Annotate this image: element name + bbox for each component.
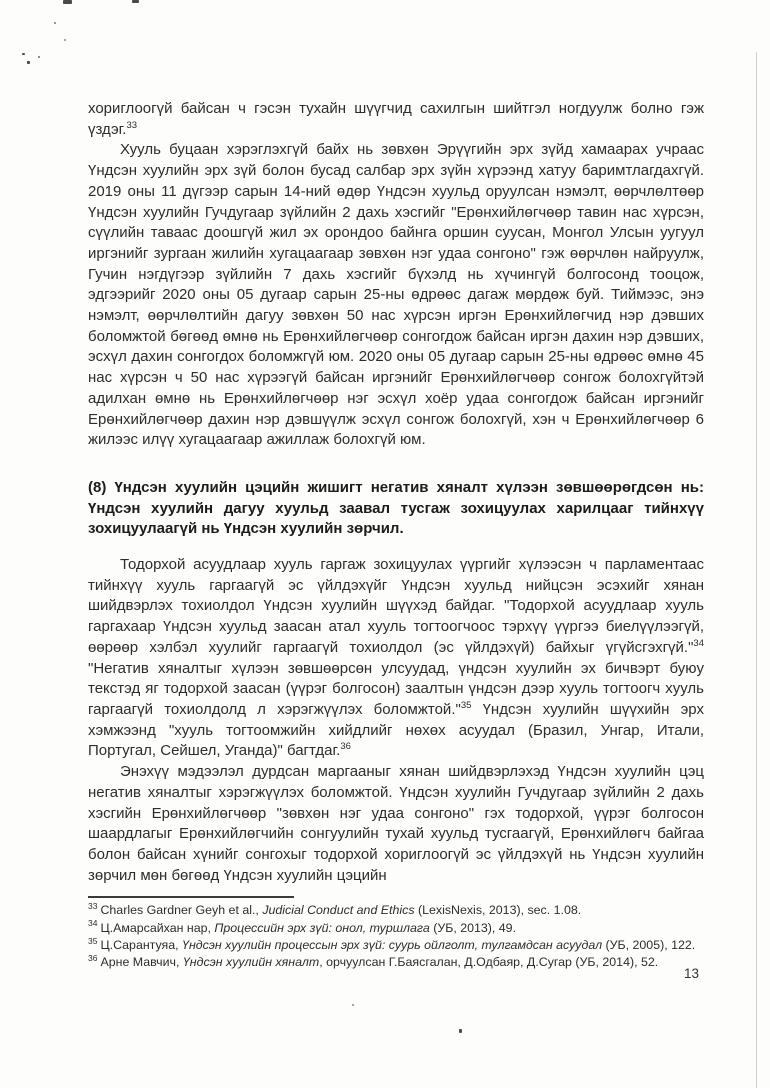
footnote [88,937,704,954]
text-run: Үндсэн хуулийн шүүхийн эрх хэмжээнд "хууль тогтоомжийн хийдлийг нөхөх асуудал (Бразил, Унгар, Итали, Португал, Сейшел, Уганда)" багтдаг. [88,700,704,760]
footnote-marker: 33 [88,901,98,912]
text-run: (УБ, 2013), 49. [429,920,517,935]
text-run: Энэхүү мэдээлэл дурдсан маргааныг хянан шийдвэрлэхэд Үндсэн хуулийн цэц негатив хяналтыг хэрэгжүүлэх боломжтой. Үндсэн хуулийн Гучдугаар зүйлийн 2 дахь хэсгийн Ерөнхийлөгчөөр "зөвхөн нэг удаа сонгоно" гэх тодорхой, үүрэг болгосон шаардлагыг Ерөнхийлөгчийн сонгуулийн тухай хуульд тусгаагүй, Ерөнхийлөгч байгаа болон байсан хүнийг сонгохыг тодорхой хориглоогүй эс үйлдэхүй нь Үндсэн хуулийн зөрчил мөн бөгөөд Үндсэн хуулийн цэцийн [88,763,704,884]
text-run: Charles Gardner Geyh et al., [100,903,263,918]
italic-title: Процессийн эрх зүй: онол, туршлага [214,920,430,935]
text-run: , орчуулсан Г.Баясгалан, Д.Одбаяр, Д.Сугар (УБ, 2014), 52. [319,954,659,969]
text-run: (УБ, 2005), 122. [602,937,696,952]
text-run: Тодорхой асуудлаар хууль гаргаж зохицуулах үүргийг хүлээсэн ч парламентаас тийнхүү хууль гаргаагүй эс үйлдэхүйг Үндсэн хуульд нийцсэн эсэхийг хянан шийдвэрлэх тохиолдол Үндсэн хуулийн шүүхэд байдаг. "Тодорхой асуудлаар хууль гаргахаар Үндсэн хуульд заасан атал хууль тогтоогчоос тэрхүү үүргээ биелүүлээгүй, өөрөөр хэлбэл хуулийг гаргаагүй тохиолдол (эс үйлдэхүй) байхыг үгүйсгэхгүй." [88,556,704,656]
body-content [88,99,704,886]
body-paragraph [88,140,704,451]
scan-speck [63,0,72,4]
italic-title: Үндсэн хуулийн процессын эрх зүй: суурь ойлголт, тулгамдсан асуудал [182,937,603,952]
text-run: Ц.Сарантуяа, [100,937,183,952]
text-column [88,99,704,971]
text-run: "Негатив хяналтыг хүлээн зөвшөөрсөн улсуудад, үндсэн хуулийн эх бичвэрт буюу текстэд яг тодорхой заасан (үүрэг болгосон) заалтын үндсэн дээр хууль тогтоогч хууль гаргаагүй тохиолдолд л хэрэгжүүлэх боломжтой." [88,659,704,718]
scan-speck [54,22,56,24]
page-number: 13 [684,966,700,981]
footnote-separator [88,896,294,898]
body-paragraph [88,555,704,762]
footnote [88,954,704,971]
text-run: Арне Мавчич, [100,954,183,969]
italic-title: Үндсэн хуулийн хяналт [182,954,320,969]
text-run: (8) Үндсэн хуулийн цэцийн жишигт негатив хяналт хүлээн зөвшөөрөгдсөн нь: Үндсэн хуулийн дагуу хуульд заавал тусгаж зохицуулах харилцааг тийнхүү зохицуулаагүй нь Үндсэн хуулийн зөрчил. [88,478,704,538]
footnote [88,902,704,919]
footnote-marker: 35 [88,935,98,946]
scan-speck [38,56,40,58]
body-paragraph [88,762,704,886]
footnote-reference: 33 [126,119,138,131]
text-run: хориглоогүй байсан ч гэсэн тухайн шүүгчид сахилгын шийтгэл ногдуулж болно гэж үздэг. [88,100,704,138]
footnote-marker: 34 [88,918,98,929]
scan-speck [132,0,139,3]
text-run: (LexisNexis, 2013), sec. 1.08. [414,903,582,918]
scan-speck [27,61,30,64]
footnote-reference: 34 [693,637,704,649]
footnote [88,920,704,937]
footnote-reference: 36 [340,741,351,753]
scan-speck [352,1004,354,1006]
text-run: Хууль буцаан хэрэглэхгүй байх нь зөвхөн Эрүүгийн эрх зүйд хамаарах учраас Үндсэн хуулийн эрх зүй болон бусад салбар эрх зүйн хүрээнд хатуу баримтлагдахгүй. 2019 оны 11 дүгээр сарын 14-ний өдөр Үндсэн хуульд оруулсан нэмэлт, өөрчлөлтөөр Үндсэн хуулийн Гучдугаар зүйлийн 2 дахь хэсгийг "Ерөнхийлөгчөөр тавин нас хүрсэн, сүүлийн таваас доошгүй жил эх орондоо байнга оршин суусан, Монгол Улсын уугуул иргэнийг зургаан жилийн хугацаагаар зөвхөн нэг удаа сонгоно" гэж өөрчлөн найруулж, Гучин нэгдүгээр зүйлийн 7 дахь хэсгийг бүхэлд нь хүчингүй болгосонд тооцож, эдгээрийг 2020 оны 05 дугаар сарын 25-ны өдрөөс дагаж мөрдөж буй. Тиймээс, энэ нэмэлт, өөрчлөлтийн дагуу зөвхөн 50 нас хүрсэн иргэн Ерөнхийлөгчид нэр дэвших боломжтой бөгөөд өмнө нь Ерөнхийлөгчөөр сонгогдож байсан иргэн дахин нэр дэвших, эсхүл дахин сонгогдох боломжгүй юм. 2020 оны 05 дугаар сарын 25-ны өдрөөс өмнө 45 нас хүрсэн ч 50 нас хүрээгүй байсан иргэнийг Ерөнхийлөгчөөр сонгож болохгүйтэй адилхан өмнө нь Ерөнхийлөгчөөр нэг эсхүл хоёр удаа сонгогдож байсан иргэнийг Ерөнхийлөгчөөр дахин нэр дэвшүүлж эсхүл сонгож болохгүй, хэн ч Ерөнхийлөгчөөр 6 жилээс илүү хугацаагаар ажиллаж болохгүй юм. [88,141,704,449]
scan-speck [459,1029,462,1033]
section-heading [88,478,704,540]
scan-edge-line [756,52,757,1088]
italic-title: Judicial Conduct and Ethics [262,903,415,918]
footnote-reference: 35 [460,699,472,711]
text-run: Ц.Амарсайхан нар, [100,920,215,935]
footnotes-list [88,902,704,971]
scan-speck [64,39,66,41]
body-paragraph [88,99,704,140]
footnote-marker: 36 [88,952,98,963]
scan-speck [22,53,25,55]
